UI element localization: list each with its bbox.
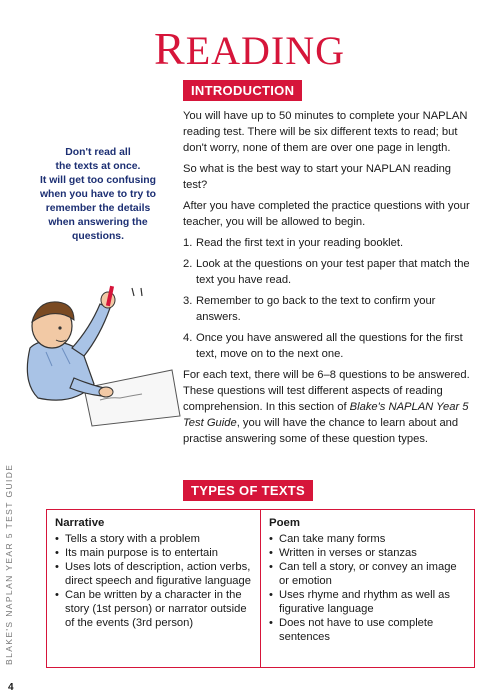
side-note-line: when answering the <box>48 217 148 228</box>
bullet-icon: • <box>269 561 273 573</box>
intro-text-part: , you will have the chance to learn about and practise answering some of these question types. <box>183 417 459 445</box>
bullet-text: Can take many forms <box>279 533 386 545</box>
side-note-line: the texts at once. <box>55 161 141 172</box>
list-item <box>269 560 466 588</box>
step-number: 3. <box>183 295 193 307</box>
step-text: Look at the questions on your test paper that match the text you have read. <box>196 258 470 286</box>
page-number: 4 <box>8 682 14 693</box>
intro-paragraph <box>183 367 471 447</box>
list-item <box>269 588 466 616</box>
step-number: 4. <box>183 332 193 344</box>
side-note-line: Don't read all <box>65 147 131 158</box>
bullet-text: Does not have to use complete sentences <box>279 617 434 643</box>
book-side-label: BLAKE'S NAPLAN YEAR 5 TEST GUIDE <box>4 463 14 665</box>
list-item <box>269 616 466 644</box>
bullet-text: Uses rhyme and rhythm as well as figurative language <box>279 589 450 615</box>
bullet-icon: • <box>55 547 59 559</box>
bullet-icon: • <box>55 561 59 573</box>
list-item <box>55 588 252 630</box>
narrative-list <box>55 532 252 630</box>
steps-list <box>183 235 471 362</box>
step-text: Read the first text in your reading booklet. <box>196 237 404 249</box>
step-item <box>183 330 471 362</box>
poem-heading: Poem <box>269 517 301 529</box>
list-item <box>55 546 252 560</box>
bullet-text: Its main purpose is to entertain <box>65 547 218 559</box>
poem-list <box>269 532 466 644</box>
poem-column <box>260 510 474 667</box>
page-title <box>0 22 499 75</box>
bullet-text: Can tell a story, or convey an image or emotion <box>279 561 457 587</box>
side-note <box>36 146 160 244</box>
step-number: 2. <box>183 258 193 270</box>
bullet-text: Tells a story with a problem <box>65 533 200 545</box>
title-initial: R <box>154 23 186 74</box>
step-number: 1. <box>183 237 193 249</box>
list-item <box>269 532 466 546</box>
title-rest: EADING <box>185 28 345 73</box>
side-note-line: questions. <box>72 231 124 242</box>
step-item <box>183 256 471 288</box>
step-text: Once you have answered all the questions for the first text, move on to the next one. <box>196 332 463 360</box>
types-of-texts-heading: TYPES OF TEXTS <box>183 480 313 501</box>
narrative-heading: Narrative <box>55 517 105 529</box>
side-note-line: remember the details <box>45 203 151 214</box>
child-writing-illustration <box>22 278 182 428</box>
step-item <box>183 235 471 251</box>
side-note-line: It will get too confusing <box>39 175 157 186</box>
intro-paragraph: So what is the best way to start your NAPLAN reading test? <box>183 163 452 191</box>
bullet-text: Can be written by a character in the story (1st person) or narrator outside of the events (3rd person) <box>65 589 247 629</box>
bullet-icon: • <box>55 589 59 601</box>
list-item <box>55 532 252 546</box>
narrative-column <box>47 510 260 667</box>
side-note-line: when you have to try to <box>39 189 157 200</box>
bullet-icon: • <box>55 533 59 545</box>
bullet-text: Written in verses or stanzas <box>279 547 417 559</box>
bullet-icon: • <box>269 617 273 629</box>
introduction-heading: INTRODUCTION <box>183 80 302 101</box>
introduction-text <box>183 108 471 452</box>
bullet-icon: • <box>269 589 273 601</box>
intro-paragraph: You will have up to 50 minutes to complete your NAPLAN reading test. There will be six different texts to read; but don't worry, none of them are over one page in length. <box>183 110 468 154</box>
list-item <box>55 560 252 588</box>
step-text: Remember to go back to the text to confirm your answers. <box>196 295 436 323</box>
step-item <box>183 293 471 325</box>
types-of-texts-table <box>46 509 475 668</box>
intro-paragraph: After you have completed the practice questions with your teacher, you will be allowed to begin. <box>183 200 470 228</box>
book-title: Blake's NAPLAN Year 5 Test Guide <box>183 401 469 429</box>
bullet-icon: • <box>269 547 273 559</box>
list-item <box>269 546 466 560</box>
bullet-text: Uses lots of description, action verbs, direct speech and figurative language <box>65 561 251 587</box>
intro-text-part: For each text, there will be 6–8 questions to be answered. These questions will test different aspects of reading comprehension. In this section of <box>183 369 470 413</box>
bullet-icon: • <box>269 533 273 545</box>
